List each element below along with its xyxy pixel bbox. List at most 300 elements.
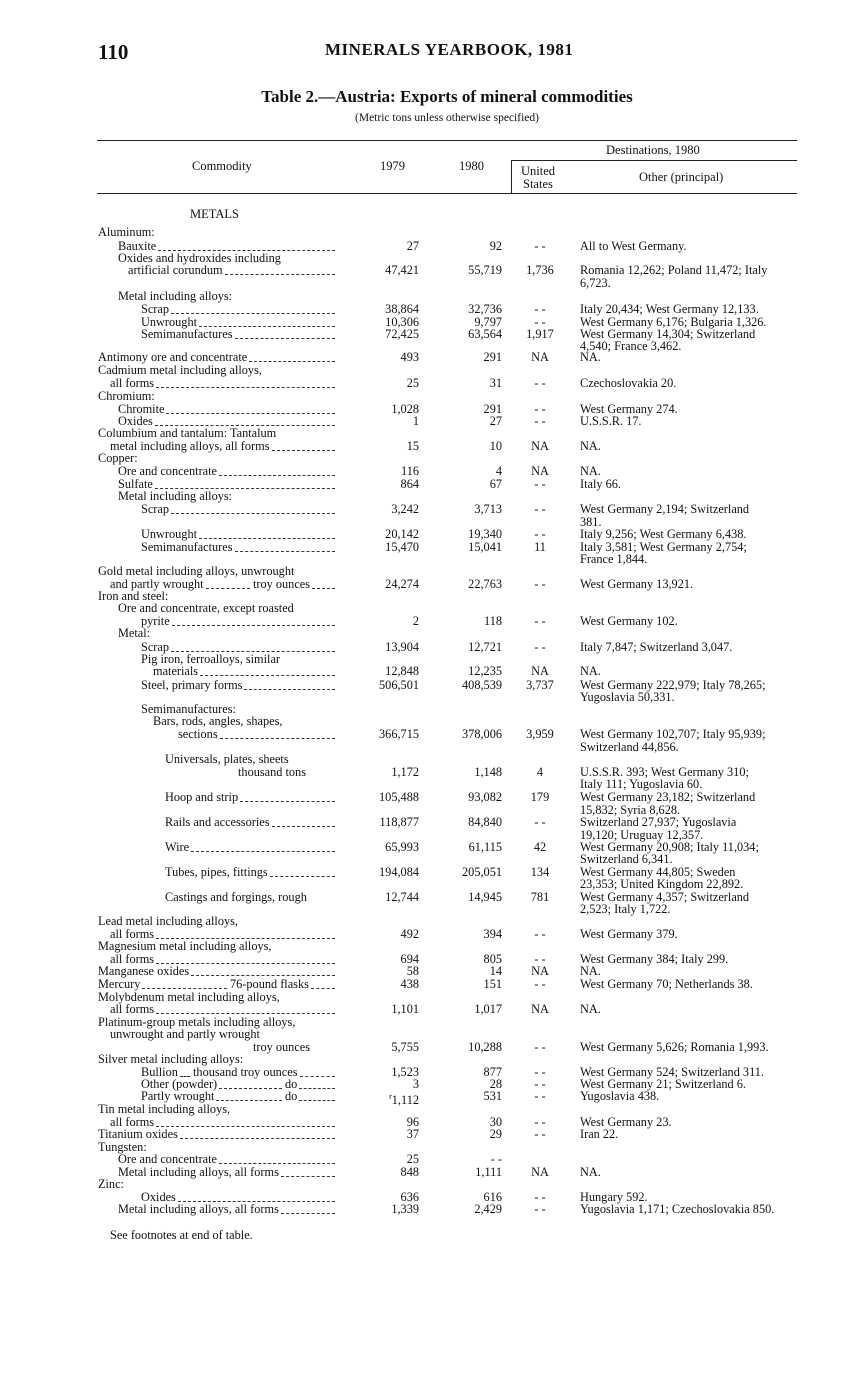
row-value-1979: 47,421 [385, 263, 419, 277]
row-value-1980: 1,111 [475, 1165, 502, 1179]
row-value-1979: 116 [401, 464, 419, 478]
leader-dots [219, 1150, 335, 1164]
row-unit: 76-pound flasks [230, 977, 309, 991]
row-value-1979: 492 [400, 927, 419, 941]
section-heading-metals: METALS [190, 207, 239, 221]
row-destination-other: Yugoslavia 1,171; Czechoslovakia 850. [580, 1202, 775, 1216]
table-row [0, 627, 850, 641]
row-commodity: metal including alloys, all forms [110, 439, 270, 453]
row-commodity: Tubes, pipes, fittings [165, 865, 268, 879]
row-commodity: Columbium and tantalum: Tantalum [98, 426, 277, 440]
row-commodity: Castings and forgings, rough [165, 890, 307, 904]
row-destination-other: All to West Germany. [580, 239, 687, 253]
row-commodity: Oxides [141, 1190, 176, 1204]
row-destination-other: West Germany 2,194; Switzerland [580, 502, 750, 516]
leader-dots [225, 261, 335, 275]
row-value-us: - - [534, 1190, 546, 1204]
row-value-1979: 96 [406, 1115, 419, 1129]
row-value-1980: 151 [483, 977, 502, 991]
row-value-1980: 32,736 [468, 302, 502, 316]
row-value-1979: 1 [412, 414, 419, 428]
row-value-1980: 291 [483, 402, 502, 416]
leader-dots [180, 1125, 335, 1139]
header-rule-mid [511, 160, 797, 161]
row-commodity: Scrap [141, 640, 169, 654]
row-value-1979: 24,274 [385, 577, 419, 591]
row-value-1979: 72,425 [385, 327, 419, 341]
row-commodity: Tin metal including alloys, [98, 1102, 231, 1116]
row-commodity: Magnesium metal including alloys, [98, 939, 272, 953]
page-number: 110 [98, 40, 129, 64]
running-head: MINERALS YEARBOOK, 1981 [325, 40, 574, 59]
row-commodity: Hoop and strip [165, 790, 239, 804]
row-value-us: - - [534, 502, 546, 516]
row-value-1979: 5,755 [391, 1040, 419, 1054]
row-value-us: - - [534, 477, 546, 491]
leader-dots [216, 1087, 282, 1101]
row-value-us: - - [534, 1089, 546, 1103]
leader-dots [191, 838, 335, 852]
row-value-us: NA [531, 964, 549, 978]
row-destination-other: Switzerland 44,856. [580, 740, 679, 754]
row-destination-other: 23,353; United Kingdom 22,892. [580, 877, 744, 891]
row-value-1980: 118 [484, 614, 502, 628]
row-destination-other: West Germany 102. [580, 614, 678, 628]
row-destination-other: NA. [580, 664, 601, 678]
row-commodity: Metal including alloys: [118, 289, 233, 303]
row-value-1980: 4 [495, 464, 502, 478]
row-commodity: Bauxite [118, 239, 157, 253]
table-row [0, 791, 850, 805]
row-destination-other: 381. [580, 515, 602, 529]
row-value-1980: 3,713 [474, 502, 502, 516]
leader-dots [270, 863, 335, 877]
leader-dots [235, 538, 335, 552]
row-value-1980: 12,235 [468, 664, 502, 678]
row-destination-other: Romania 12,262; Poland 11,472; Italy [580, 263, 768, 277]
table-row [0, 264, 850, 278]
row-value-1980: 805 [483, 952, 502, 966]
footnote: See footnotes at end of table. [110, 1228, 253, 1242]
row-value-us: - - [534, 1202, 546, 1216]
row-value-1980: 10,288 [468, 1040, 502, 1054]
row-destination-other: Switzerland 6,341. [580, 852, 673, 866]
row-value-1979: 13,904 [385, 640, 419, 654]
row-destination-other: France 1,844. [580, 552, 648, 566]
table-subtitle: (Metric tons unless otherwise specified) [355, 112, 539, 124]
row-value-1980: 2,429 [474, 1202, 502, 1216]
leader-dots [191, 962, 335, 976]
leader-dots [244, 676, 335, 690]
row-commodity: Mercury [98, 977, 141, 991]
row-commodity: Other (powder) [141, 1077, 218, 1091]
leader-dots [249, 348, 335, 362]
row-value-1980: 28 [489, 1077, 502, 1091]
row-value-1979: 864 [400, 477, 419, 491]
row-value-us: 1,917 [526, 327, 554, 341]
row-destination-other: West Germany 5,626; Romania 1,993. [580, 1040, 769, 1054]
row-value-us: 179 [530, 790, 550, 804]
row-value-1980: - - [490, 1152, 502, 1166]
leader-dots [200, 662, 335, 676]
row-commodity: Universals, plates, sheets [165, 752, 289, 766]
row-value-1979: 37 [406, 1127, 419, 1141]
header-destinations: Destinations, 1980 [606, 143, 700, 157]
leader-dots [180, 1063, 190, 1077]
table-row [0, 816, 850, 830]
row-value-1979: 3 [412, 1077, 419, 1091]
row-value-1980: 9,797 [474, 315, 502, 329]
row-value-1979: 105,488 [379, 790, 419, 804]
row-value-1979: 65,993 [385, 840, 419, 854]
row-value-1980: 63,564 [468, 327, 502, 341]
row-value-us: 3,959 [526, 727, 554, 741]
row-value-1979: 1,028 [391, 402, 419, 416]
row-commodity: Scrap [141, 302, 169, 316]
header-col-divider [511, 160, 512, 193]
row-value-1979: 2 [412, 614, 419, 628]
row-value-1979: 848 [400, 1165, 419, 1179]
row-commodity: Sulfate [118, 477, 153, 491]
row-commodity: Titanium oxides [98, 1127, 178, 1141]
row-commodity: Steel, primary forms [141, 678, 243, 692]
row-value-us: 1,736 [526, 263, 554, 277]
row-value-1979: 506,501 [379, 678, 419, 692]
row-commodity: Silver metal including alloys: [98, 1052, 244, 1066]
row-value-us: - - [534, 239, 546, 253]
row-commodity: Antimony ore and concentrate [98, 350, 248, 364]
row-commodity: Metal including alloys, all forms [118, 1165, 279, 1179]
row-commodity: Rails and accessories [165, 815, 270, 829]
row-value-us: NA [531, 664, 549, 678]
header-united: United [521, 164, 556, 178]
row-destination-other: Italy 111; Yugoslavia 60. [580, 777, 703, 791]
row-destination-other: 19,120; Uruguay 12,357. [580, 828, 704, 842]
row-destination-other: West Germany 21; Switzerland 6. [580, 1077, 747, 1091]
row-value-us: - - [534, 952, 546, 966]
header-commodity: Commodity [192, 159, 252, 173]
row-destination-other: 15,832; Syria 8,628. [580, 803, 681, 817]
row-value-1980: 92 [489, 239, 502, 253]
row-commodity: Molybdenum metal including alloys, [98, 990, 280, 1004]
row-value-1979: 15 [406, 439, 419, 453]
row-commodity: pyrite [141, 614, 170, 628]
leader-dots [156, 925, 335, 939]
table-title: Table 2.—Austria: Exports of mineral commodities [261, 87, 633, 106]
leader-dots [206, 575, 250, 589]
row-value-1979: 438 [400, 977, 419, 991]
row-value-1980: 31 [489, 376, 502, 390]
row-value-1979: 694 [400, 952, 419, 966]
row-value-1979: 493 [400, 350, 419, 364]
row-destination-other: 2,523; Italy 1,722. [580, 902, 671, 916]
row-commodity: Semimanufactures [141, 540, 233, 554]
row-destination-other: NA. [580, 350, 601, 364]
row-value-1980: 22,763 [468, 577, 502, 591]
table-row [0, 602, 850, 616]
row-commodity: materials [153, 664, 199, 678]
row-commodity: Manganese oxides [98, 964, 190, 978]
row-value-1980: 205,051 [462, 865, 502, 879]
row-destination-other: Italy 9,256; West Germany 6,438. [580, 527, 747, 541]
row-value-1979: 58 [406, 964, 419, 978]
header-rule-top [97, 140, 797, 141]
row-value-1980: 93,082 [468, 790, 502, 804]
row-value-us: - - [534, 640, 546, 654]
row-destination-other: Hungary 592. [580, 1190, 648, 1204]
row-commodity: Pig iron, ferroalloys, similar [141, 652, 281, 666]
leader-dots [240, 788, 335, 802]
row-commodity: all forms [110, 1002, 155, 1016]
row-value-1979: 1,339 [391, 1202, 419, 1216]
row-commodity: Cadmium metal including alloys, [98, 363, 262, 377]
row-commodity: Aluminum: [98, 225, 155, 239]
row-commodity: Chromium: [98, 389, 155, 403]
row-unit: troy ounces [253, 577, 311, 591]
row-value-1980: 14 [489, 964, 502, 978]
row-destination-other: Italy 20,434; West Germany 12,133. [580, 302, 759, 316]
row-value-1980: 55,719 [468, 263, 502, 277]
row-destination-other: NA. [580, 1165, 601, 1179]
row-value-us: - - [534, 1127, 546, 1141]
row-commodity: Unwrought [141, 527, 198, 541]
row-destination-other: West Germany 23. [580, 1115, 672, 1129]
leader-dots [235, 325, 335, 339]
leader-dots [199, 525, 335, 539]
row-value-1980: 67 [489, 477, 502, 491]
row-commodity: Unwrought [141, 315, 198, 329]
row-value-1980: 27 [489, 414, 502, 428]
leader-dots [281, 1163, 335, 1177]
row-destination-other: West Germany 70; Netherlands 38. [580, 977, 753, 991]
row-commodity: Bars, rods, angles, shapes, [153, 714, 283, 728]
row-value-us: 11 [534, 540, 546, 554]
row-value-us: 3,737 [526, 678, 554, 692]
row-value-us: 42 [533, 840, 547, 854]
row-value-1980: 14,945 [468, 890, 502, 904]
row-commodity: Platinum-group metals including alloys, [98, 1015, 296, 1029]
row-commodity: Wire [165, 840, 190, 854]
row-value-1979: 118,877 [379, 815, 419, 829]
row-commodity: Chromite [118, 402, 165, 416]
row-commodity: Oxides [118, 414, 153, 428]
row-value-us: - - [534, 315, 546, 329]
row-value-us: - - [534, 1115, 546, 1129]
row-value-us: NA [531, 439, 549, 453]
leader-dots [272, 813, 335, 827]
row-value-us: - - [534, 376, 546, 390]
header-other: Other (principal) [639, 170, 724, 184]
row-commodity: Partly wrought [141, 1089, 215, 1103]
row-destination-other: 6,723. [580, 276, 611, 290]
row-destination-other: West Germany 4,357; Switzerland [580, 890, 750, 904]
row-destination-other: NA. [580, 1002, 601, 1016]
row-value-1980: 531 [483, 1089, 502, 1103]
row-commodity: Zinc: [98, 1177, 124, 1191]
row-destination-other: Iran 22. [580, 1127, 619, 1141]
row-value-1979: 25 [406, 376, 419, 390]
row-value-1980: 1,148 [474, 765, 502, 779]
row-commodity: Lead metal including alloys, [98, 914, 239, 928]
row-value-us: - - [534, 977, 546, 991]
header-1979: 1979 [380, 159, 405, 173]
row-value-us: - - [534, 577, 546, 591]
table-row [0, 1178, 850, 1192]
row-commodity: Gold metal including alloys, unwrought [98, 564, 295, 578]
row-value-1980: 1,017 [474, 1002, 502, 1016]
row-commodity: Metal including alloys, all forms [118, 1202, 279, 1216]
row-value-us: - - [534, 527, 546, 541]
row-destination-other: NA. [580, 464, 601, 478]
row-value-1980: 394 [483, 927, 502, 941]
row-value-us: NA [531, 464, 549, 478]
row-value-1980: 10 [489, 439, 502, 453]
leader-dots [171, 638, 335, 652]
row-commodity: Copper: [98, 451, 138, 465]
leader-dots [155, 475, 335, 489]
table-row [0, 728, 850, 742]
row-value-1980: 29 [489, 1127, 502, 1141]
row-destination-other: Yugoslavia 438. [580, 1089, 660, 1103]
row-value-us: - - [534, 1065, 546, 1079]
leader-dots [156, 374, 335, 388]
leader-dots [312, 575, 335, 589]
row-value-us: - - [534, 927, 546, 941]
row-commodity: Bullion [141, 1065, 178, 1079]
row-destination-other: NA. [580, 439, 601, 453]
table-row [0, 226, 850, 240]
row-value-1980: 15,041 [468, 540, 502, 554]
row-destination-other: West Germany 44,805; Sweden [580, 865, 736, 879]
row-unit: thousand troy ounces [193, 1065, 298, 1079]
row-value-us: 4 [536, 765, 544, 779]
row-destination-other: West Germany 524; Switzerland 311. [580, 1065, 764, 1079]
row-commodity: Semimanufactures [141, 327, 233, 341]
leader-dots [272, 437, 335, 451]
row-destination-other: Italy 3,581; West Germany 2,754; [580, 540, 747, 554]
row-destination-other: West Germany 102,707; Italy 95,939; [580, 727, 766, 741]
row-destination-other: U.S.S.R. 393; West Germany 310; [580, 765, 749, 779]
row-destination-other: Switzerland 27,937; Yugoslavia [580, 815, 737, 829]
row-commodity: all forms [110, 927, 155, 941]
row-value-us: - - [534, 1040, 546, 1054]
row-value-us: - - [534, 1077, 546, 1091]
row-commodity: Iron and steel: [98, 589, 169, 603]
row-value-us: NA [531, 350, 549, 364]
row-destination-other: Yugoslavia 50,331. [580, 690, 675, 704]
row-value-1979: 38,864 [385, 302, 419, 316]
table-row [0, 1203, 850, 1217]
row-value-1980: 84,840 [468, 815, 502, 829]
row-commodity: and partly wrought [110, 577, 204, 591]
row-value-us: NA [531, 1165, 549, 1179]
row-value-1979: 1,101 [391, 1002, 419, 1016]
row-commodity: sections [178, 727, 218, 741]
leader-dots [155, 412, 335, 426]
row-destination-other: West Germany 23,182; Switzerland [580, 790, 756, 804]
row-value-us: - - [534, 815, 546, 829]
header-states: States [523, 177, 553, 191]
row-commodity: Ore and concentrate [118, 1152, 217, 1166]
row-value-1980: 61,115 [468, 840, 502, 854]
row-value-us: - - [534, 414, 546, 428]
row-commodity: all forms [110, 1115, 155, 1129]
row-value-1979: 3,242 [391, 502, 419, 516]
row-destination-other: West Germany 13,921. [580, 577, 694, 591]
row-unit: do [285, 1089, 298, 1103]
row-value-1979: 15,470 [385, 540, 419, 554]
row-commodity: thousand tons [238, 765, 306, 779]
row-destination-other: Italy 66. [580, 477, 621, 491]
row-value-1979: 20,142 [385, 527, 419, 541]
row-commodity: Metal including alloys: [118, 489, 233, 503]
leader-dots [220, 725, 335, 739]
row-destination-other: West Germany 6,176; Bulgaria 1,326. [580, 315, 767, 329]
row-destination-other: Czechoslovakia 20. [580, 376, 677, 390]
row-value-1979: 366,715 [379, 727, 419, 741]
row-value-us: 134 [530, 865, 550, 879]
row-destination-other: NA. [580, 964, 601, 978]
row-unit: do [285, 1077, 298, 1091]
row-value-1979: 194,084 [379, 865, 419, 879]
leader-dots [281, 1200, 335, 1214]
row-value-1980: 30 [489, 1115, 502, 1129]
leader-dots [158, 237, 335, 251]
row-value-1979: 10,306 [385, 315, 419, 329]
row-value-1979: 27 [406, 239, 419, 253]
row-commodity: Ore and concentrate [118, 464, 217, 478]
row-value-us: - - [534, 614, 546, 628]
row-commodity: Scrap [141, 502, 169, 516]
row-destination-other: West Germany 20,908; Italy 11,034; [580, 840, 759, 854]
header-1980: 1980 [459, 159, 484, 173]
row-commodity: troy ounces [253, 1040, 311, 1054]
row-commodity: Ore and concentrate, except roasted [118, 601, 294, 615]
row-destination-other: 4,540; France 3,462. [580, 339, 682, 353]
leader-dots [311, 975, 335, 989]
leader-dots [171, 300, 335, 314]
row-commodity: Oxides and hydroxides including [118, 251, 281, 265]
row-commodity: unwrought and partly wrought [110, 1027, 260, 1041]
row-commodity: Metal: [118, 626, 151, 640]
row-value-1979: 1,172 [391, 765, 419, 779]
leader-dots [171, 500, 335, 514]
table-row [0, 503, 850, 517]
row-value-us: - - [534, 402, 546, 416]
row-value-1980: 408,539 [462, 678, 502, 692]
row-value-1980: 378,006 [462, 727, 502, 741]
row-commodity: Tungsten: [98, 1140, 147, 1154]
row-value-1979: 636 [400, 1190, 419, 1204]
row-value-1980: 877 [483, 1065, 502, 1079]
row-destination-other: West Germany 14,304; Switzerland [580, 327, 756, 341]
row-value-1979: 1,523 [391, 1065, 419, 1079]
row-value-1980: 19,340 [468, 527, 502, 541]
leader-dots [142, 975, 227, 989]
row-destination-other: West Germany 384; Italy 299. [580, 952, 729, 966]
leader-dots [299, 1087, 335, 1101]
row-destination-other: West Germany 222,979; Italy 78,265; [580, 678, 766, 692]
row-value-1980: 291 [483, 350, 502, 364]
row-destination-other: West Germany 274. [580, 402, 678, 416]
row-destination-other: U.S.S.R. 17. [580, 414, 642, 428]
leader-dots [156, 1000, 335, 1014]
row-value-1979: 12,744 [385, 890, 419, 904]
row-destination-other: Italy 7,847; Switzerland 3,047. [580, 640, 733, 654]
row-value-1979: $^r$1,112 [389, 1092, 419, 1108]
row-value-us: NA [531, 1002, 549, 1016]
row-commodity: all forms [110, 376, 155, 390]
